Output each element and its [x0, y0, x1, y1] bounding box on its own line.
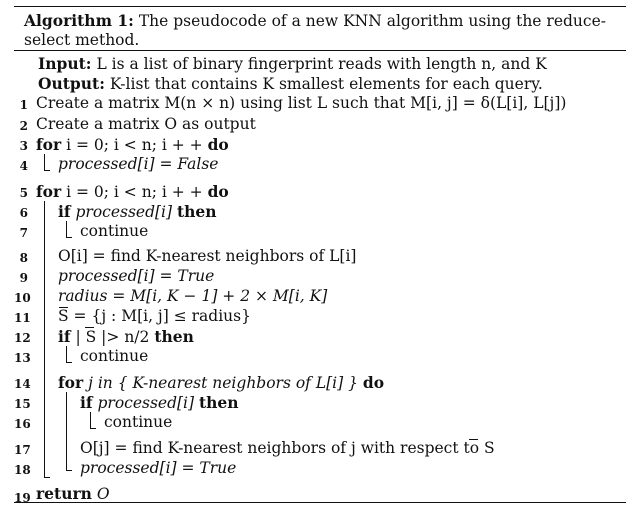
keyword: for	[36, 182, 62, 201]
code-line	[58, 287, 327, 305]
block-bar	[66, 221, 67, 237]
line-number: 8	[19, 251, 28, 265]
code-line	[80, 459, 236, 477]
code-line: O[j] = find K-nearest neighbors of j with respect to S	[80, 439, 495, 457]
caption-label: Algorithm 1:	[24, 11, 134, 30]
block-bar-end	[90, 428, 96, 429]
code-line: Create a matrix O as output	[36, 115, 256, 133]
line-number: 11	[14, 311, 31, 325]
line-number: 15	[14, 397, 31, 411]
block-bar-end	[66, 237, 72, 238]
line-number: 4	[19, 159, 28, 173]
line-number: 19	[14, 491, 31, 505]
keyword: for	[58, 373, 84, 392]
line-number: 3	[19, 139, 28, 153]
keyword: if	[58, 327, 71, 346]
keyword: if	[80, 393, 93, 412]
line-number: 2	[19, 119, 28, 133]
block-bar-end	[44, 170, 50, 171]
code-line: continue	[80, 222, 149, 240]
code-line	[58, 373, 384, 392]
line-number: 5	[19, 186, 28, 200]
code-line	[36, 182, 229, 201]
code-line: S = {j : M[i, j] ≤ radius}	[58, 307, 251, 325]
line-number: 7	[19, 226, 28, 240]
block-bar-end	[66, 470, 72, 471]
line-number: 10	[14, 291, 31, 305]
block-bar	[44, 201, 45, 477]
output-line	[38, 74, 543, 93]
code-text: processed[i] = True	[80, 459, 237, 477]
code-text: O	[91, 485, 110, 503]
line-number: 17	[14, 443, 31, 457]
code-text: processed[i] = False	[58, 155, 219, 173]
keyword: then	[154, 327, 194, 346]
line-number: 14	[14, 377, 31, 391]
top-rule	[14, 6, 626, 7]
line-number: 6	[19, 206, 28, 220]
line-number: 9	[19, 271, 28, 285]
algorithm-caption	[24, 11, 614, 50]
code-line: continue	[80, 347, 149, 365]
code-text: | S |> n/2	[70, 328, 155, 346]
code-text: i = 0; i < n; i + +	[61, 136, 208, 154]
keyword: for	[36, 135, 62, 154]
code-line	[36, 484, 110, 503]
block-bar	[44, 154, 45, 170]
bottom-rule	[14, 502, 626, 503]
block-bar-end	[44, 477, 50, 478]
keyword: return	[36, 484, 92, 503]
input-text: L is a list of binary fingerprint reads with length n, and K	[96, 55, 547, 73]
block-bar	[90, 412, 91, 428]
code-line	[58, 202, 217, 221]
code-line: O[i] = find K-nearest neighbors of L[i]	[58, 247, 357, 265]
caption-rule	[14, 50, 626, 51]
code-text: j in { K-nearest neighbors of L[i] }	[83, 374, 363, 392]
code-line	[58, 155, 218, 173]
line-number: 16	[14, 417, 31, 431]
keyword: then	[199, 393, 239, 412]
keyword: do	[207, 182, 229, 201]
output-text: K-list that contains K smallest elements for each query.	[109, 75, 543, 93]
block-bar	[66, 346, 67, 362]
code-line	[36, 135, 229, 154]
line-number: 1	[19, 98, 28, 112]
code-text: i = 0; i < n; i + +	[61, 183, 208, 201]
code-text: processed[i]	[92, 394, 199, 412]
block-bar-end	[66, 362, 72, 363]
keyword: if	[58, 202, 71, 221]
output-label: Output:	[38, 74, 105, 93]
line-number: 13	[14, 351, 31, 365]
input-label: Input:	[38, 54, 92, 73]
line-number: 12	[14, 331, 31, 345]
block-bar	[66, 392, 67, 470]
code-line	[58, 327, 194, 346]
keyword: then	[177, 202, 217, 221]
caption-text: The pseudocode of a new KNN algorithm using the reduce-select method.	[24, 12, 606, 49]
keyword: do	[362, 373, 385, 392]
code-text: radius = M[i, K − 1] + 2 × M[i, K]	[58, 287, 328, 305]
code-line: continue	[104, 413, 173, 431]
code-line	[58, 267, 214, 285]
input-line	[38, 54, 547, 73]
code-text: processed[i] = True	[58, 267, 215, 285]
line-number: 18	[14, 463, 31, 477]
code-text: processed[i]	[70, 203, 177, 221]
keyword: do	[207, 135, 229, 154]
code-line	[80, 393, 239, 412]
code-line: Create a matrix M(n × n) using list L such that M[i, j] = δ(L[i], L[j])	[36, 94, 567, 112]
